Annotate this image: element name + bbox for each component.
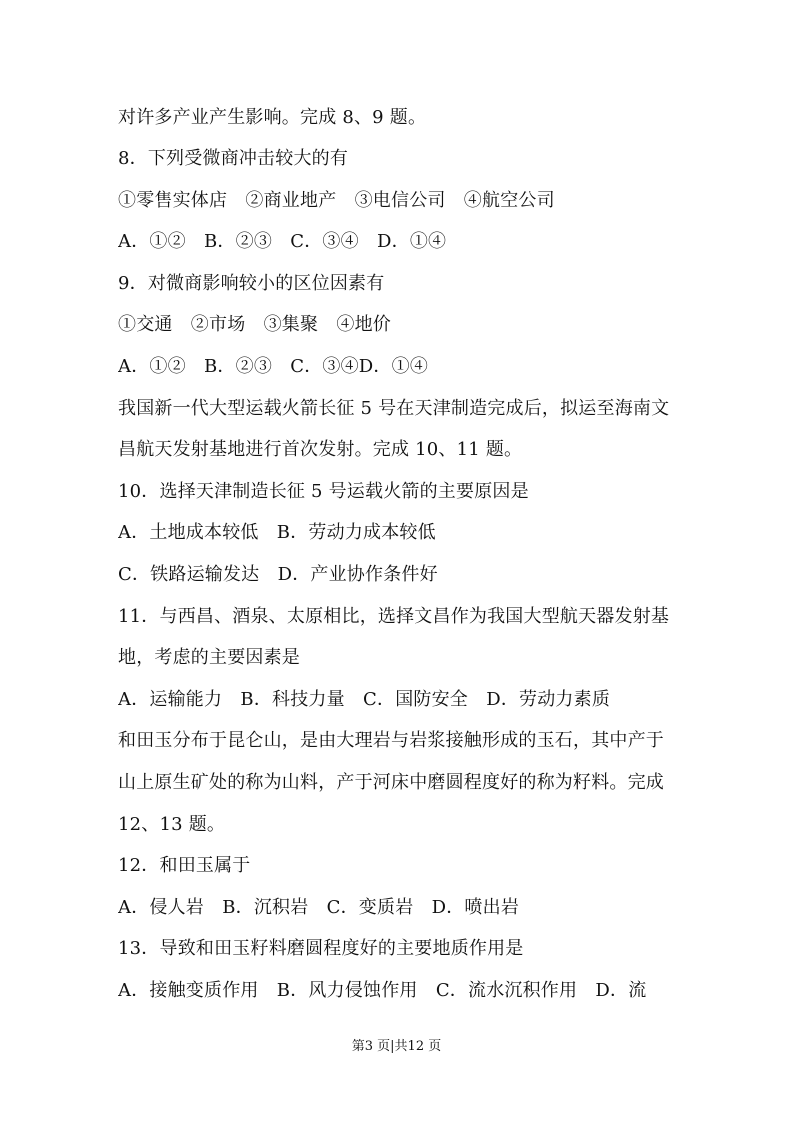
question-10-options-ab: A．土地成本较低 B．劳动力成本较低	[118, 522, 436, 543]
question-9-items: ①交通 ②市场 ③集聚 ④地价	[118, 314, 391, 335]
question-13-stem: 13．导致和田玉籽料磨圆程度好的主要地质作用是	[118, 938, 524, 959]
question-8-items: ①零售实体店 ②商业地产 ③电信公司 ④航空公司	[118, 190, 555, 211]
question-11-stem-line-1: 11．与西昌、酒泉、太原相比，选择文昌作为我国大型航天器发射基	[118, 606, 670, 627]
passage-rocket-line-2: 昌航天发射基地进行首次发射。完成 10、11 题。	[118, 439, 523, 460]
passage-rocket-line-1: 我国新一代大型运载火箭长征 5 号在天津制造完成后，拟运至海南文	[118, 398, 670, 419]
question-9-options: A．①② B．②③ C．③④D．①④	[118, 356, 429, 377]
question-10-options-cd: C．铁路运输发达 D．产业协作条件好	[118, 564, 438, 585]
page-number-footer: 第3 页|共12 页	[351, 1039, 442, 1054]
text-line-1: 对许多产业产生影响。完成 8、9 题。	[118, 107, 427, 128]
question-8-options: A．①② B．②③ C．③④ D．①④	[118, 231, 447, 252]
passage-jade-line-3: 12、13 题。	[118, 814, 226, 835]
question-12-options: A．侵人岩 B．沉积岩 C．变质岩 D．喷出岩	[118, 897, 520, 918]
question-13-options: A．接触变质作用 B．风力侵蚀作用 C．流水沉积作用 D．流	[118, 980, 647, 1001]
question-11-options: A．运输能力 B．科技力量 C．国防安全 D．劳动力素质	[118, 689, 611, 710]
question-10-stem: 10．选择天津制造长征 5 号运载火箭的主要原因是	[118, 481, 529, 502]
passage-jade-line-1: 和田玉分布于昆仑山，是由大理岩与岩浆接触形成的玉石，其中产于	[118, 730, 664, 751]
question-12-stem: 12．和田玉属于	[118, 855, 251, 876]
question-9-stem: 9．对微商影响较小的区位因素有	[118, 273, 385, 294]
passage-jade-line-2: 山上原生矿处的称为山料，产于河床中磨圆程度好的称为籽料。完成	[118, 772, 664, 793]
question-11-stem-line-2: 地，考虑的主要因素是	[118, 647, 300, 668]
question-8-stem: 8．下列受微商冲击较大的有	[118, 148, 349, 169]
